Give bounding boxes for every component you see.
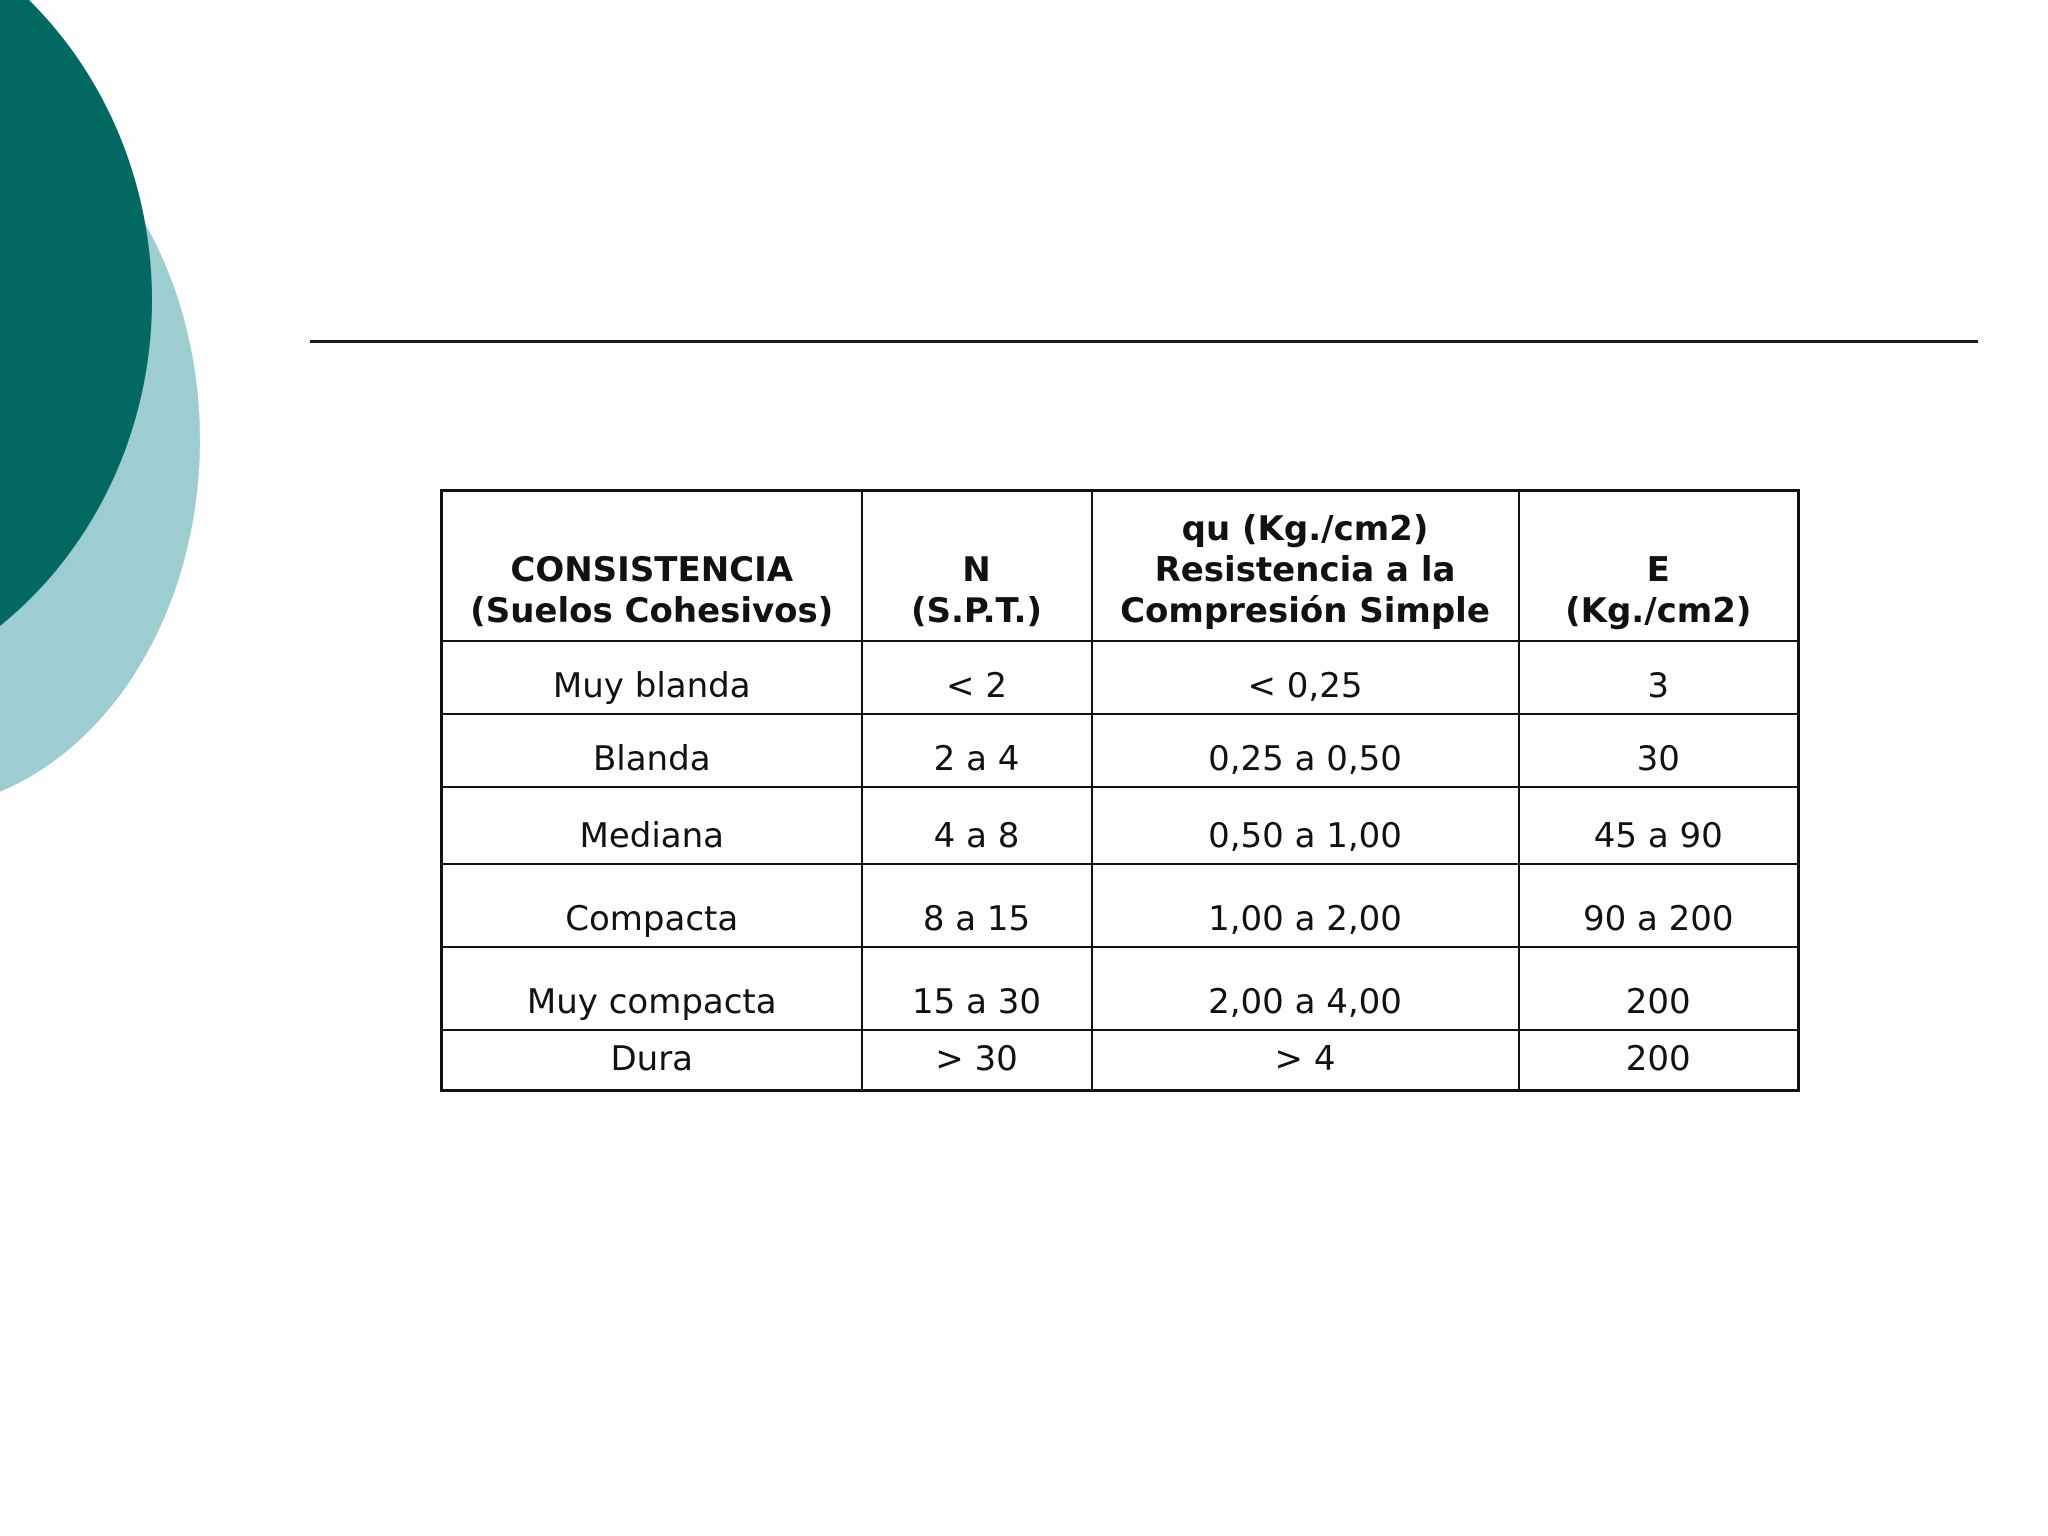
header-e	[1519, 491, 1799, 641]
cell-n: > 30	[862, 1030, 1092, 1091]
cell-consistencia: Muy compacta	[442, 947, 862, 1030]
header-qu	[1092, 491, 1519, 641]
table-row	[442, 641, 1799, 714]
cell-e: 200	[1519, 947, 1799, 1030]
cell-consistencia: Blanda	[442, 714, 862, 787]
table-row	[442, 864, 1799, 947]
cell-qu: 0,50 a 1,00	[1092, 787, 1519, 864]
header-line: (Kg./cm2)	[1565, 590, 1752, 631]
header-line: Compresión Simple	[1120, 590, 1490, 631]
consistency-table-container	[440, 489, 1800, 1092]
table-row	[442, 714, 1799, 787]
table-row	[442, 787, 1799, 864]
header-n-spt	[862, 491, 1092, 641]
cell-consistencia: Muy blanda	[442, 641, 862, 714]
cell-e: 90 a 200	[1519, 864, 1799, 947]
cell-n: 2 a 4	[862, 714, 1092, 787]
cell-n: 15 a 30	[862, 947, 1092, 1030]
header-consistencia	[442, 491, 862, 641]
cell-n: 8 a 15	[862, 864, 1092, 947]
header-line: qu (Kg./cm2)	[1181, 508, 1429, 549]
cell-n: 4 a 8	[862, 787, 1092, 864]
cell-e: 3	[1519, 641, 1799, 714]
header-line: E	[1646, 549, 1670, 590]
cell-qu: < 0,25	[1092, 641, 1519, 714]
cell-consistencia: Dura	[442, 1030, 862, 1091]
title-divider-line	[310, 340, 1978, 343]
cell-e: 45 a 90	[1519, 787, 1799, 864]
cell-qu: 2,00 a 4,00	[1092, 947, 1519, 1030]
header-line: (S.P.T.)	[910, 590, 1043, 631]
header-line: (Suelos Cohesivos)	[470, 590, 834, 631]
table-row	[442, 1030, 1799, 1091]
cell-consistencia: Mediana	[442, 787, 862, 864]
cell-qu: 0,25 a 0,50	[1092, 714, 1519, 787]
table-row	[442, 947, 1799, 1030]
cell-consistencia: Compacta	[442, 864, 862, 947]
table-header-row	[442, 491, 1799, 641]
header-line: CONSISTENCIA	[510, 549, 794, 590]
cell-e: 200	[1519, 1030, 1799, 1091]
cell-qu: > 4	[1092, 1030, 1519, 1091]
header-line: Resistencia a la	[1154, 549, 1456, 590]
cell-n: < 2	[862, 641, 1092, 714]
cell-qu: 1,00 a 2,00	[1092, 864, 1519, 947]
cell-e: 30	[1519, 714, 1799, 787]
header-line: N	[962, 549, 991, 590]
consistency-table	[440, 489, 1800, 1092]
